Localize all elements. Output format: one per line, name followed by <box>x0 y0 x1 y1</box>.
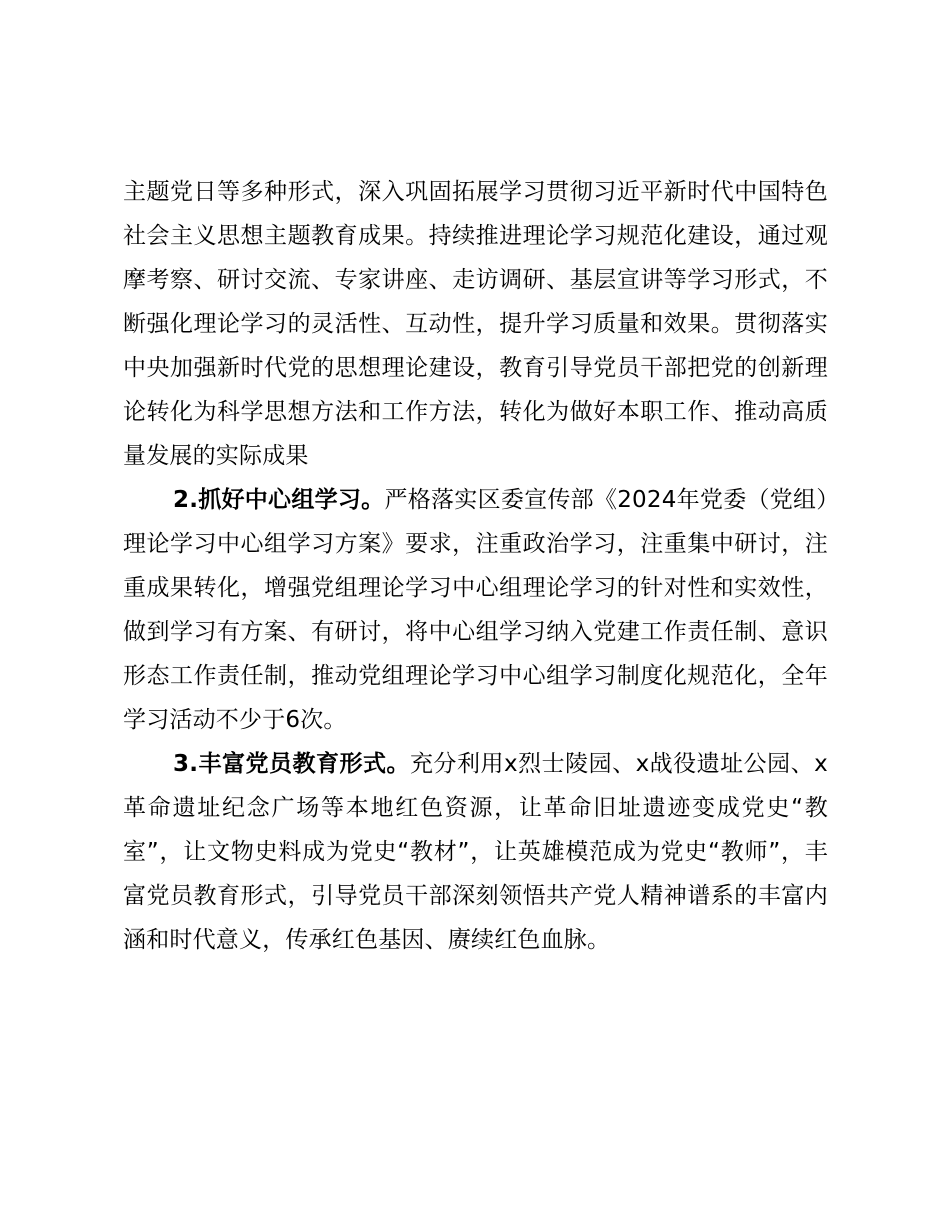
paragraph-2-heading: 2.抓好中心组学习。 <box>173 487 385 513</box>
paragraph-3-heading: 3.丰富党员教育形式。 <box>173 751 410 777</box>
document-body <box>123 170 828 962</box>
paragraph-2-text: 严格落实区委宣传部《2024年党委（党组）理论学习中心组学习方案》要求，注重政治学习，注重集中研讨，注重成果转化，增强党组理论学习中心组理论学习的针对性和实效性，做到学习有方案、有研讨，将中心组学习纳入党建工作责任制、意识形态工作责任制，推动党组理论学习中心组学习制度化规范化，全年学习活动不少于6次。 <box>123 487 829 733</box>
paragraph-2 <box>123 478 828 742</box>
paragraph-3-text: 充分利用x烈士陵园、x战役遗址公园、x革命遗址纪念广场等本地红色资源，让革命旧址遗迹变成党史“教室”，让文物史料成为党史“教材”，让英雄模范成为党史“教师”，丰富党员教育形式，引导党员干部深刻领悟共产党人精神谱系的丰富内涵和时代意义，传承红色基因、赓续红色血脉。 <box>123 751 828 953</box>
paragraph-1 <box>123 170 828 478</box>
paragraph-3 <box>123 742 828 962</box>
paragraph-1-text: 主题党日等多种形式，深入巩固拓展学习贯彻习近平新时代中国特色社会主义思想主题教育成果。持续推进理论学习规范化建设，通过观摩考察、研讨交流、专家讲座、走访调研、基层宣讲等学习形式，不断强化理论学习的灵活性、互动性，提升学习质量和效果。贯彻落实中央加强新时代党的思想理论建设，教育引导党员干部把党的创新理论转化为科学思想方法和工作方法，转化为做好本职工作、推动高质量发展的实际成果 <box>123 179 828 469</box>
